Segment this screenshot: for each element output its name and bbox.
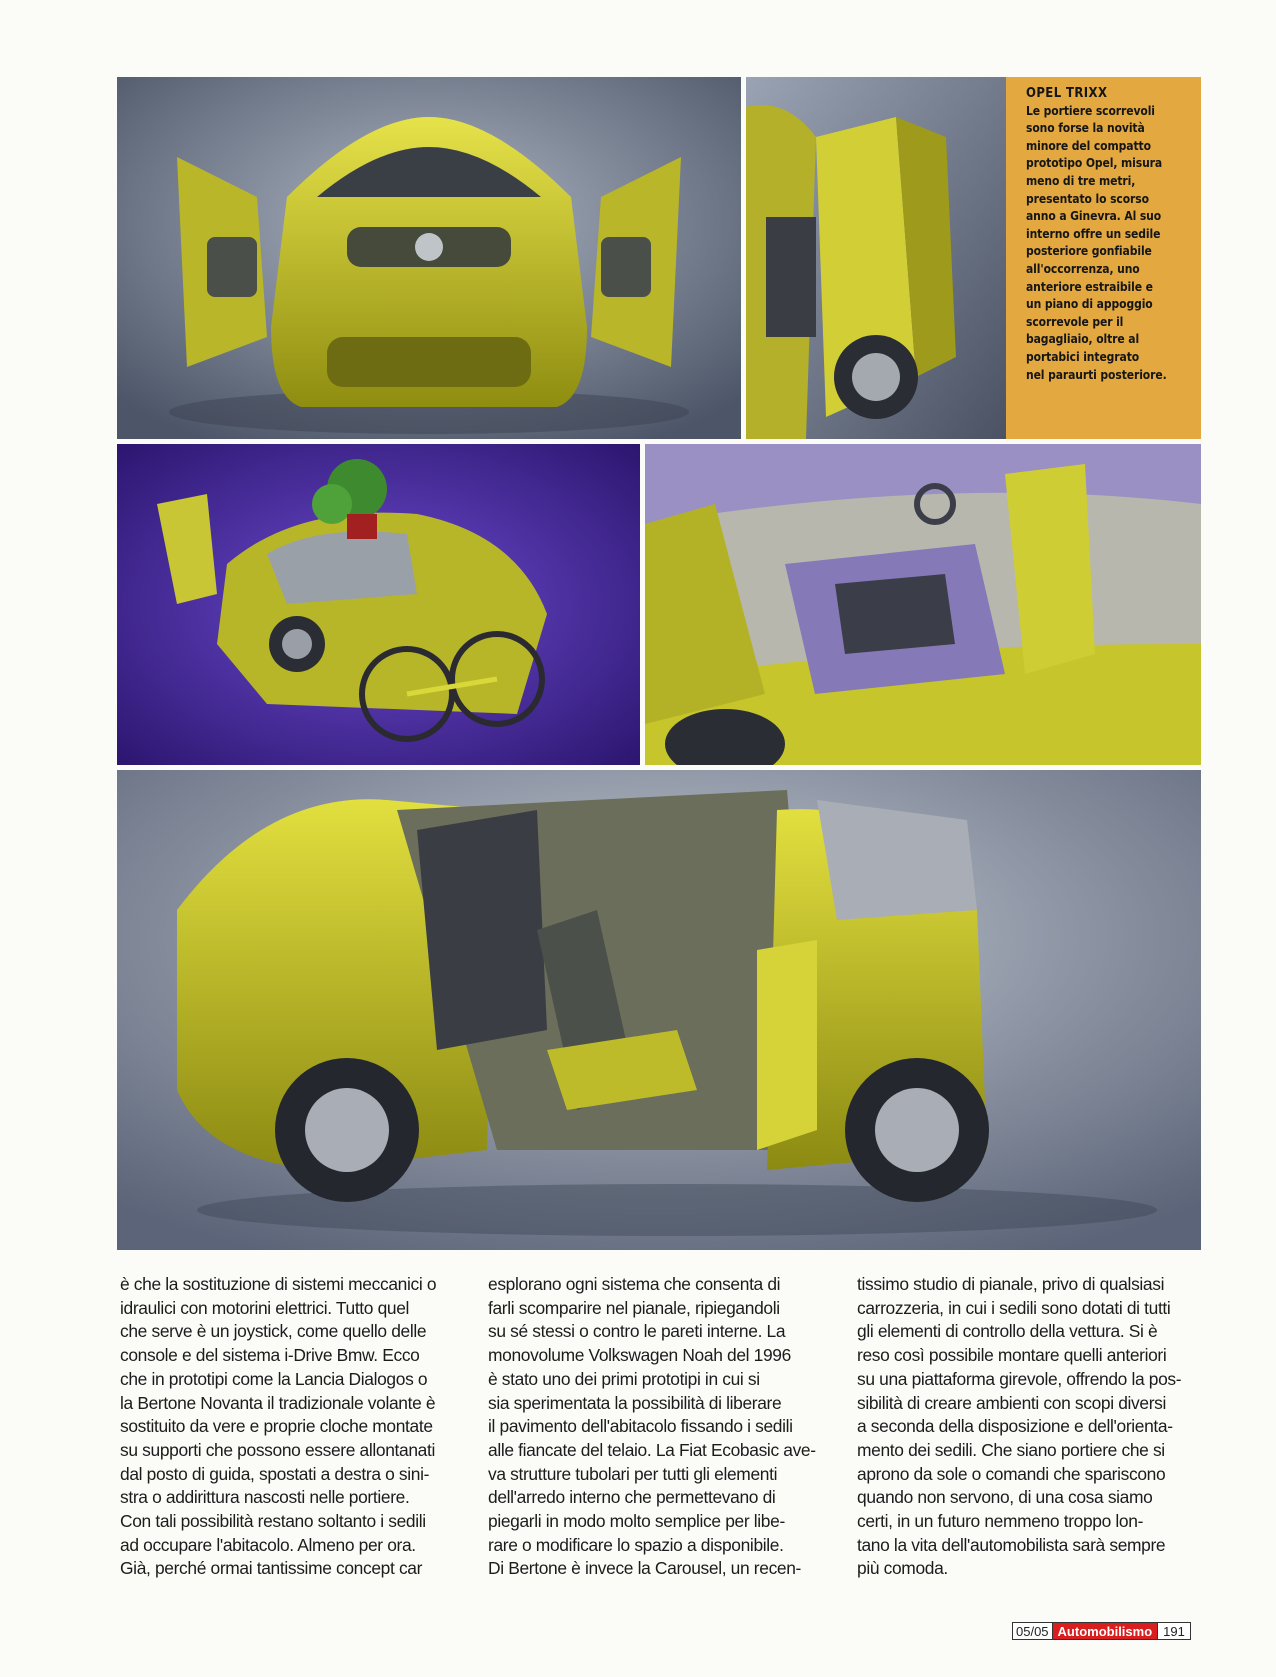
caption-line: interno offre un sedile bbox=[1026, 226, 1161, 241]
text-line: il pavimento dell'abitacolo fissando i sedili bbox=[488, 1416, 793, 1437]
caption-line: nel paraurti posteriore. bbox=[1026, 367, 1167, 382]
text-line: Con tali possibilità restano soltanto i sedili bbox=[120, 1511, 426, 1532]
text-line: va strutture tubolari per tutti gli elementi bbox=[488, 1463, 778, 1484]
text-line: piegarli in modo molto semplice per libe- bbox=[488, 1511, 785, 1532]
text-line: stra o addirittura nascosti nelle portiere. bbox=[120, 1487, 410, 1508]
text-line: idraulici con motorini elettrici. Tutto quel bbox=[120, 1297, 410, 1318]
caption-line: anno a Ginevra. Al suo bbox=[1026, 209, 1162, 224]
photo-rear-bikes bbox=[117, 444, 640, 765]
text-line: mento dei sedili. Che siano portiere che si bbox=[857, 1439, 1165, 1460]
text-line: farli scomparire nel pianale, ripiegandoli bbox=[488, 1297, 780, 1318]
text-line: monovolume Volkswagen Noah del 1996 bbox=[488, 1345, 791, 1366]
text-line: tissimo studio di pianale, privo di qualsiasi bbox=[857, 1274, 1165, 1294]
text-line: sibilità di creare ambienti con scopi diversi bbox=[857, 1392, 1167, 1413]
caption-line: posteriore gonfiabile bbox=[1026, 244, 1152, 259]
caption-line: all'occorrenza, uno bbox=[1026, 261, 1140, 276]
photo-door-detail bbox=[746, 77, 1006, 439]
text-line: su supporti che possono essere allontanati bbox=[120, 1439, 435, 1460]
text-line: quando non servono, di una cosa siamo bbox=[857, 1487, 1153, 1508]
text-line: carrozzeria, in cui i sedili sono dotati di tutti bbox=[857, 1297, 1171, 1318]
page-footer bbox=[1012, 1622, 1191, 1640]
caption-line: meno di tre metri, bbox=[1026, 173, 1136, 188]
text-line: è stato uno dei primi prototipi in cui si bbox=[488, 1368, 760, 1389]
text-line: esplorano ogni sistema che consenta di bbox=[488, 1274, 781, 1294]
text-line: è che la sostituzione di sistemi meccanici o bbox=[120, 1274, 437, 1294]
caption-title: OPEL TRIXX bbox=[1026, 86, 1108, 101]
text-line: alle fiancate del telaio. La Fiat Ecobasic ave- bbox=[488, 1439, 816, 1460]
caption-line: presentato lo scorso bbox=[1026, 191, 1149, 206]
text-line: reso così possibile montare quelli anteriori bbox=[857, 1345, 1167, 1366]
text-line: ad occupare l'abitacolo. Almeno per ora. bbox=[120, 1534, 416, 1555]
text-line: che in prototipi come la Lancia Dialogos o bbox=[120, 1368, 428, 1389]
caption-line: portabici integrato bbox=[1026, 349, 1140, 364]
text-line: gli elementi di controllo della vettura. Si è bbox=[857, 1321, 1158, 1342]
text-line: tano la vita dell'automobilista sarà sempre bbox=[857, 1534, 1166, 1555]
photo-interior bbox=[645, 444, 1201, 765]
magazine-name: Automobilismo bbox=[1053, 1622, 1158, 1640]
page-number: 191 bbox=[1157, 1622, 1191, 1640]
text-line: sia sperimentata la possibilità di liberare bbox=[488, 1392, 782, 1413]
article-column-3 bbox=[857, 1273, 1207, 1581]
text-line: certi, in un futuro nemmeno troppo lon- bbox=[857, 1511, 1144, 1532]
caption-line: sono forse la novità bbox=[1026, 121, 1145, 136]
photo-side-open bbox=[117, 770, 1201, 1250]
text-line: dell'arredo interno che permettevano di bbox=[488, 1487, 776, 1508]
caption-line: Le portiere scorrevoli bbox=[1026, 103, 1155, 118]
text-line: dal posto di guida, spostati a destra o sini- bbox=[120, 1463, 430, 1484]
text-line: aprono da sole o comandi che spariscono bbox=[857, 1463, 1166, 1484]
text-line: su una piattaforma girevole, offrendo la pos- bbox=[857, 1368, 1182, 1389]
article-column-1 bbox=[120, 1273, 470, 1581]
caption-line: anteriore estraibile e bbox=[1026, 279, 1153, 294]
text-line: rare o modificare lo spazio a disponibile. bbox=[488, 1534, 784, 1555]
caption-line: minore del compatto bbox=[1026, 138, 1151, 153]
text-line: su sé stessi o contro le pareti interne. La bbox=[488, 1321, 786, 1342]
caption-line: un piano di appoggio bbox=[1026, 297, 1153, 312]
text-line: console e del sistema i-Drive Bmw. Ecco bbox=[120, 1345, 420, 1366]
caption-box bbox=[1006, 77, 1201, 439]
text-line: più comoda. bbox=[857, 1558, 948, 1579]
caption-line: prototipo Opel, misura bbox=[1026, 156, 1163, 171]
text-line: la Bertone Novanta il tradizionale volante è bbox=[120, 1392, 436, 1413]
text-line: Di Bertone è invece la Carousel, un recen- bbox=[488, 1558, 801, 1579]
issue-date: 05/05 bbox=[1012, 1622, 1053, 1640]
text-line: a seconda della disposizione e dell'orienta- bbox=[857, 1416, 1173, 1437]
photo-front-view bbox=[117, 77, 741, 439]
caption-line: bagagliaio, oltre al bbox=[1026, 332, 1140, 347]
text-line: sostituito da vere e proprie cloche montate bbox=[120, 1416, 433, 1437]
text-line: che serve è un joystick, come quello delle bbox=[120, 1321, 427, 1342]
text-line: Già, perché ormai tantissime concept car bbox=[120, 1558, 423, 1579]
caption-line: scorrevole per il bbox=[1026, 314, 1124, 329]
article-column-2 bbox=[488, 1273, 838, 1581]
